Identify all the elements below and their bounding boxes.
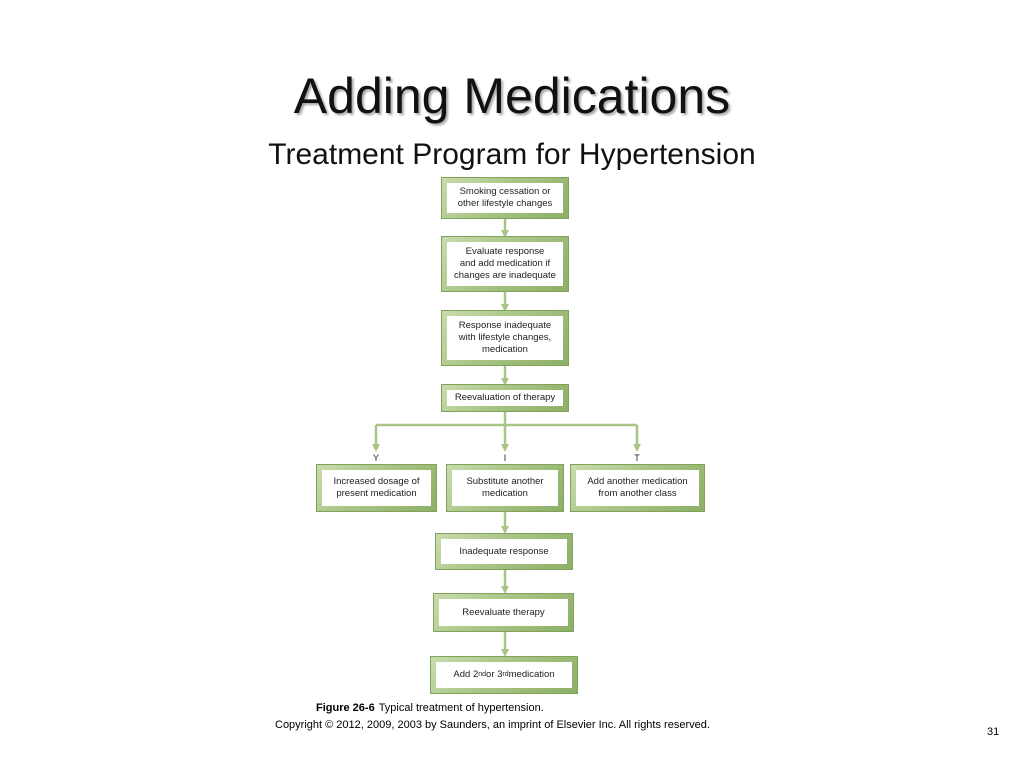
flow-box-branch-i: Substitute another medication [446,464,564,512]
flow-box-branch-t: Add another medication from another class [570,464,705,512]
flow-box-step-6: Reevaluate therapy [433,593,574,632]
page-number: 31 [987,726,1000,738]
flow-box-step-1: Smoking cessation or other lifestyle changes [441,177,569,219]
figure-caption [316,702,544,714]
flow-box-step-2: Evaluate response and add medication if changes are inadequate [441,236,569,292]
branch-label-y: Y [372,453,379,463]
flow-box-step-3: Response inadequate with lifestyle changes, medication [441,310,569,366]
final-text-prefix: Add 2 [453,669,479,680]
slide-title: Adding Medications [293,68,731,124]
figure-label: Figure 26-6 [316,702,375,714]
flow-box-final [430,656,578,694]
flow-box-step-4: Reevaluation of therapy [441,384,569,412]
final-text-sup1: nd [478,671,487,678]
final-text-suffix: medication [508,669,555,680]
flow-box-branch-y: Increased dosage of present medication [316,464,437,512]
final-text-middle: or 3 [486,669,503,680]
figure-caption-text: Typical treatment of hypertension. [378,702,544,714]
branch-label-t: T [634,453,640,463]
final-text-sup2: rd [502,671,509,678]
branch-label-i: I [503,453,507,463]
slide-subtitle: Treatment Program for Hypertension [268,138,756,171]
copyright-notice: Copyright © 2012, 2009, 2003 by Saunders, an imprint of Elsevier Inc. All rights reserved. [275,719,710,731]
flow-box-step-5: Inadequate response [435,533,573,570]
